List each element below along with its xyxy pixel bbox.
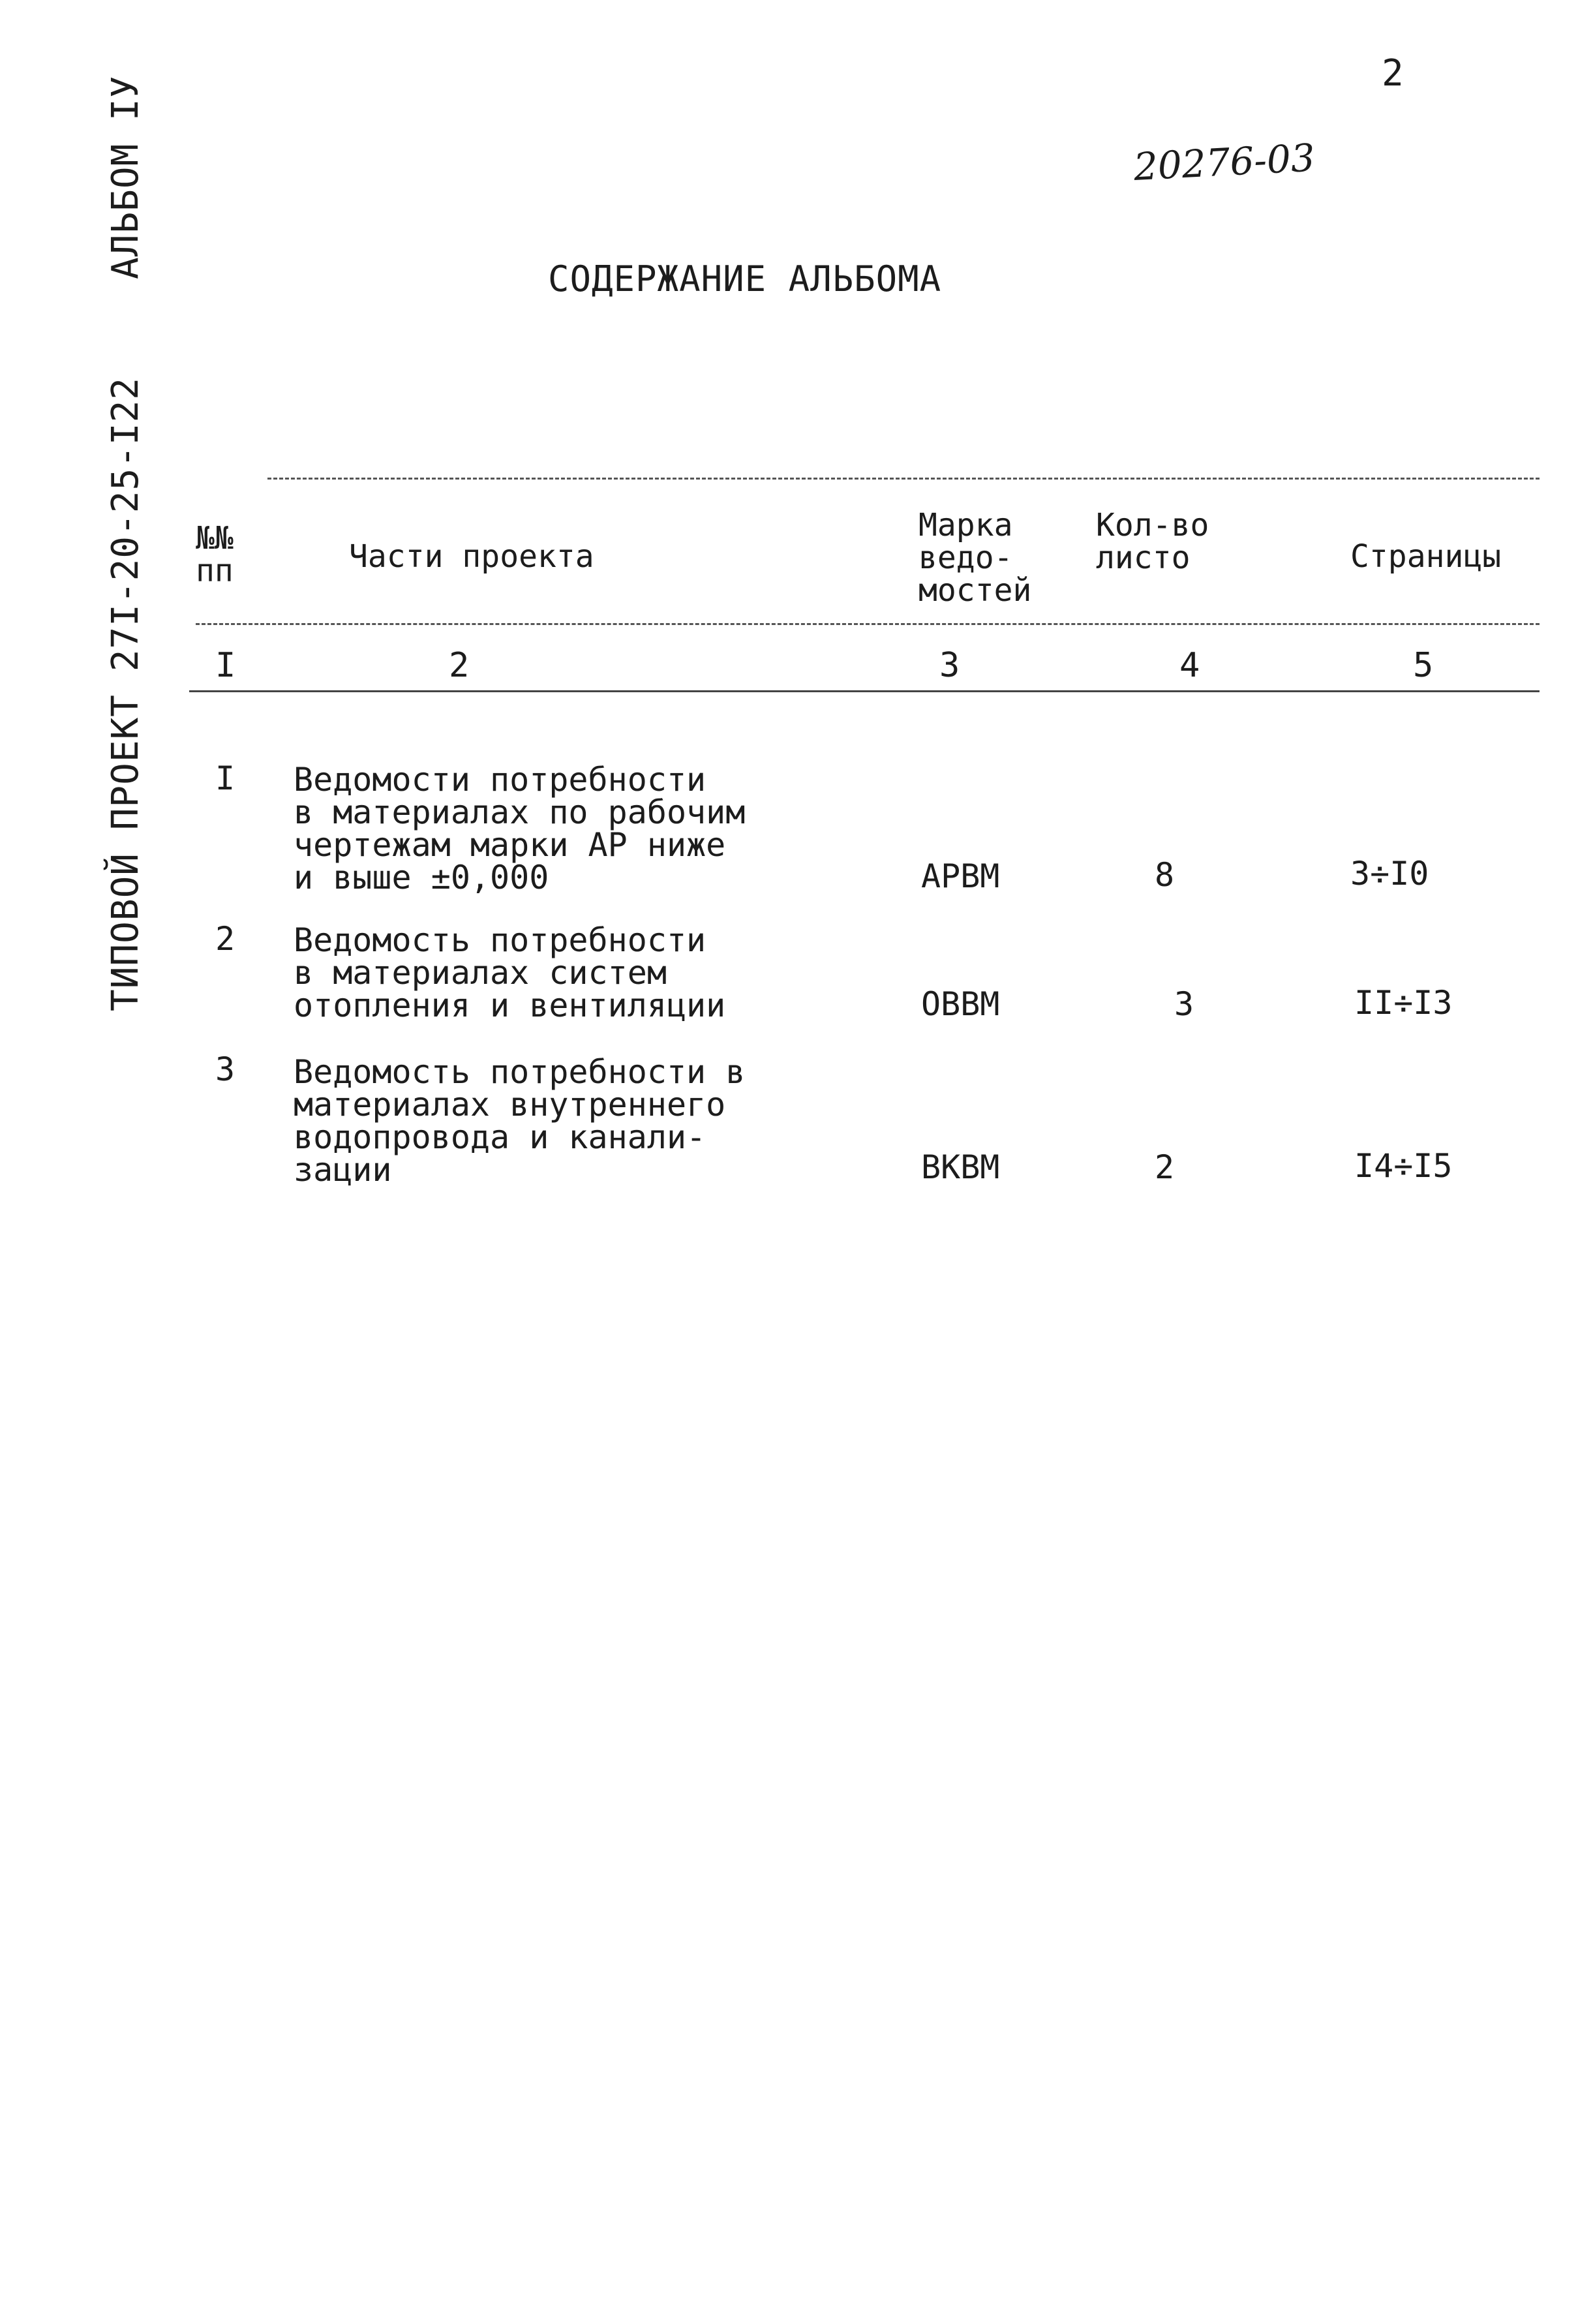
column-number-3: 3: [939, 646, 960, 685]
row-sheets: 2: [1155, 1148, 1175, 1186]
header-number: №№ пп: [196, 520, 234, 589]
header-mark: Марка ведо- мостей: [918, 507, 1032, 609]
row-part-name: Ведомости потребности в материалах по рабочим чертежам марки АР ниже и выше ±0,000: [294, 761, 746, 896]
row-pages: II÷I3: [1354, 984, 1453, 1022]
column-number-2: 2: [449, 646, 470, 685]
header-sheets: Кол-во листо: [1096, 507, 1209, 576]
column-number-4: 4: [1179, 646, 1200, 685]
row-number: I: [215, 759, 235, 797]
row-mark: ВКВМ: [921, 1148, 1000, 1186]
header-pages: Страницы: [1350, 538, 1502, 575]
row-sheets: 3: [1174, 985, 1194, 1023]
row-pages: I4÷I5: [1354, 1147, 1453, 1185]
row-mark: ОВВМ: [921, 985, 1000, 1023]
table-top-rule: [267, 478, 1540, 480]
side-label: [104, 76, 147, 1011]
row-pages: 3÷I0: [1350, 855, 1429, 893]
handwritten-doc-code: 20276-03: [1132, 135, 1316, 189]
side-label-album: АЛЬБОМ IУ: [104, 75, 147, 279]
row-part-name: Ведомость потребности в материалах систем отопления и вентиляции: [294, 921, 726, 1024]
column-number-5: 5: [1413, 646, 1434, 685]
side-label-project: ТИПОВОЙ ПРОЕКТ 27I-20-25-I22: [104, 376, 147, 1011]
row-part-name: Ведомость потребности в материалах внутреннего водопровода и канали- зации: [294, 1053, 746, 1189]
column-number-1: I: [215, 646, 236, 685]
page-number: 2: [1382, 52, 1404, 95]
row-number: 2: [215, 920, 235, 958]
row-mark: АРВМ: [921, 857, 1000, 895]
header-parts: Части проекта: [349, 538, 594, 575]
row-sheets: 8: [1155, 856, 1175, 894]
row-number: 3: [215, 1050, 235, 1088]
column-numbers-rule: [189, 690, 1540, 692]
header-rule: [196, 623, 1540, 625]
page-title: СОДЕРЖАНИЕ АЛЬБОМА: [548, 258, 942, 299]
